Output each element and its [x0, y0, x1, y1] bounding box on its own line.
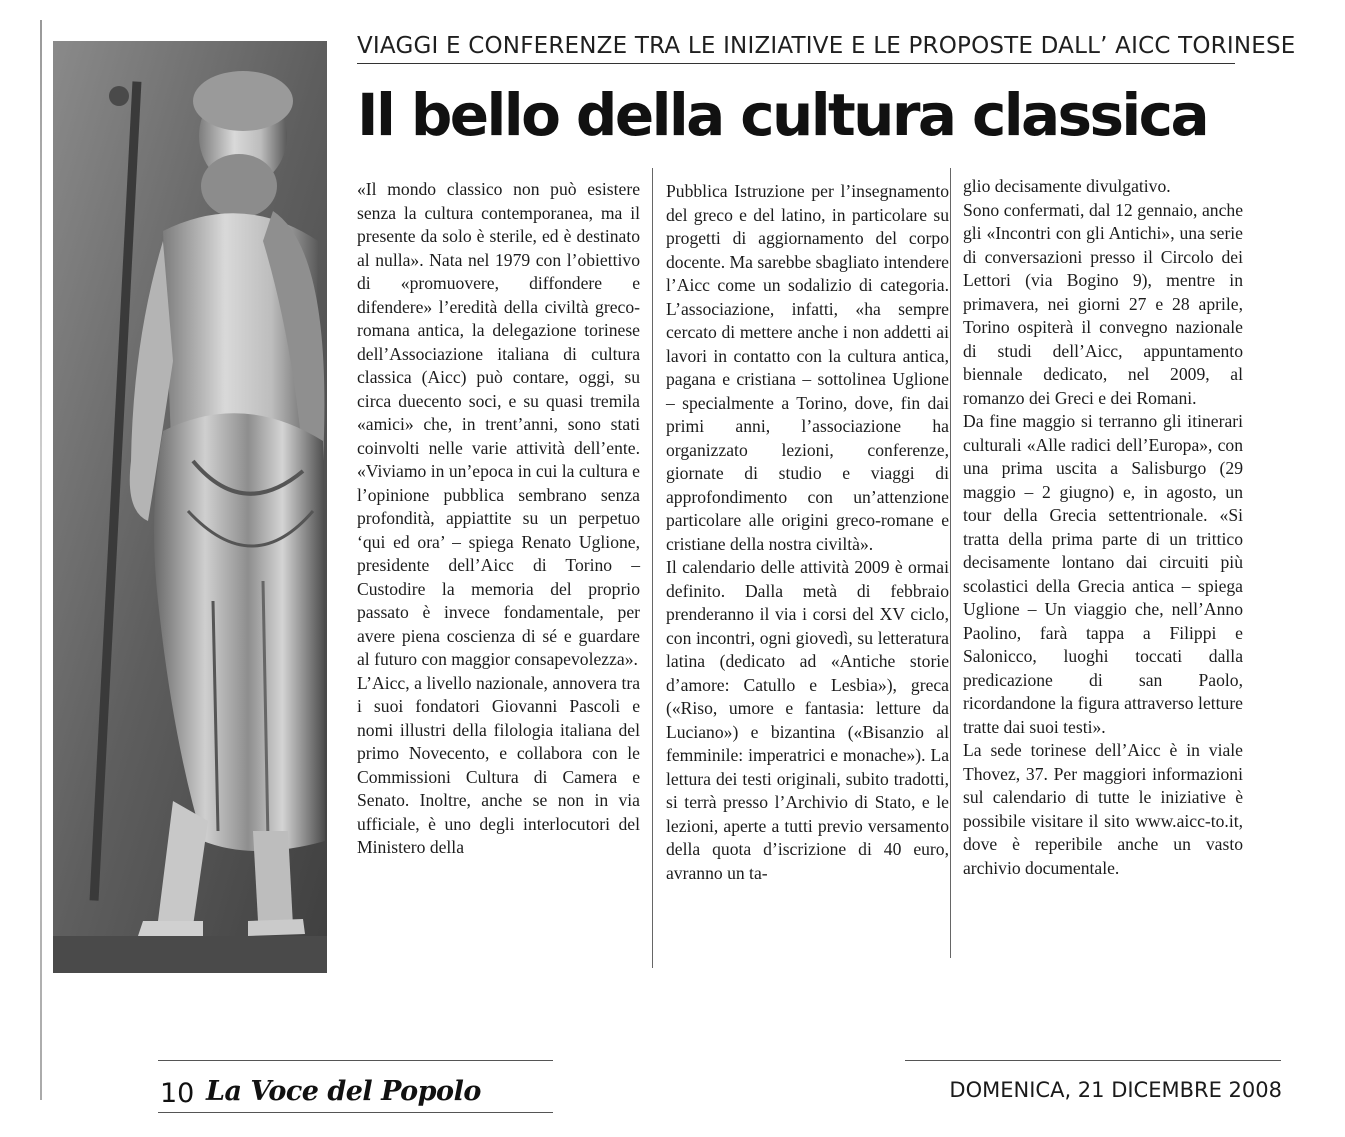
column-3-paragraph-4: La sede torinese dell’Aicc è in viale Thovez, 37. Per maggiori informazioni sul calendario di tutte le iniziative è possibile visitare il sito www.aicc-to.it, dove è reperibile anche un vasto archivio documentale. [963, 740, 1243, 878]
scan-edge [40, 20, 42, 1100]
footer-rule-date [905, 1060, 1281, 1061]
statue-photo [53, 41, 327, 973]
page-number: 10 [160, 1078, 195, 1109]
footer-rule-top [158, 1060, 553, 1061]
column-2-paragraph-1: Pubblica Istruzione per l’insegnamento del greco e del latino, in particolare su progetti di aggiornamento del corpo docente. Ma sarebbe sbagliato intendere l’Aicc come un sodalizio di categoria. L’associazione, infatti, «ha sempre cercato di mettere anche i non addetti ai lavori in contatto con la cultura antica, pagana e cristiana – sottolinea Uglione – specialmente a Torino, dove, fin dai primi anni, l’associazione ha organizzato lezioni, conferenze, giornate di studio e viaggi di approfondimento con un’attenzione particolare alle origini greco-romane e cristiane della nostra civiltà». [666, 181, 949, 554]
column-divider [652, 168, 653, 968]
column-3-paragraph-2: Sono confermati, dal 12 gennaio, anche gli «Incontri con gli Antichi», una serie di conversazioni presso il Circolo dei Lettori (via Bogino 9), mentre in primavera, nei giorni 27 e 28 aprile, Torino ospiterà il convegno nazionale di studi dell’Aicc, appuntamento biennale dedicato, nel 2009, al romanzo dei Greci e dei Romani. [963, 199, 1243, 408]
article-column-1 [357, 178, 640, 860]
article-kicker: VIAGGI E CONFERENZE TRA LE INIZIATIVE E LE PROPOSTE DALL’ AICC TORINESE [357, 33, 1235, 64]
article-column-2 [666, 180, 949, 885]
statue-of-asclepius-image [53, 41, 327, 973]
column-2-paragraph-2: Il calendario delle attività 2009 è ormai definito. Dalla metà di febbraio prenderanno il via i corsi del XV ciclo, con incontri, ogni giovedì, su letteratura latina (dedicato ad «Antiche storie d’amore: Catullo e Lesbia»), greca («Riso, umore e fantasia: letture da Luciano») e bizantina («Bisanzio al femminile: imperatrici e monache»). La lettura dei testi originali, subito tradotti, si terrà presso l’Archivio di Stato, e le lezioni, aperte a tutti previo versamento della quota d’iscrizione di 40 euro, avranno un ta- [666, 557, 949, 883]
column-3-paragraph-3: Da fine maggio si terranno gli itinerari culturali «Alle radici dell’Europa», con una prima uscita a Salisburgo (29 maggio – 2 giugno) e, in agosto, un tour della Grecia settentrionale. «Si tratta della prima parte di un trittico decisamente lontano dai circuiti più scolastici della Grecia antica – spiega Uglione – Un viaggio che, nell’Anno Paolino, farà tappa a Filippi e Salonicco, luoghi toccati dalla predicazione di san Paolo, ricordandone la figura attraverso letture tratte dai suoi testi». [963, 411, 1243, 737]
column-3-paragraph-1: glio decisamente divulgativo. [963, 176, 1171, 196]
article-column-3 [963, 175, 1243, 880]
footer-rule-bottom [158, 1112, 553, 1113]
column-divider [950, 168, 951, 958]
column-1-paragraph-2: L’Aicc, a livello nazionale, annovera tra i suoi fondatori Giovanni Pascoli e nomi illustri della filologia italiana del primo Novecento, e collabora con le Commissioni Cultura di Camera e Senato. Inoltre, anche se non in via ufficiale, è uno degli interlocutori del Ministero della [357, 672, 640, 857]
article-headline: Il bello della cultura classica [357, 81, 1208, 149]
column-1-paragraph-1: «Il mondo classico non può esistere senza la cultura contemporanea, ma il presente da solo è sterile, ed è destinato al nulla». Nata nel 1979 con l’obiettivo di «promuovere, diffondere e difendere» l’eredità della civiltà greco-romana antica, la delegazione torinese dell’Associazione italiana di cultura classica (Aicc) può contare, oggi, su circa duecento soci, e su quasi tremila «amici» che, in trent’anni, sono stati coinvolti nelle varie attività dell’ente. «Viviamo in un’epoca in cui la cultura e l’opinione pubblica sembrano senza profondità, appiattite su un perpetuo ‘qui ed ora’ – spiega Renato Uglione, presidente dell’Aicc di Torino – Custodire la memoria del proprio passato è invece fondamentale, per avere piena coscienza di sé e guardare al futuro con maggior consapevolezza». [357, 179, 640, 669]
issue-date: DOMENICA, 21 DICEMBRE 2008 [949, 1078, 1282, 1102]
newspaper-masthead: La Voce del Popolo [206, 1076, 481, 1107]
